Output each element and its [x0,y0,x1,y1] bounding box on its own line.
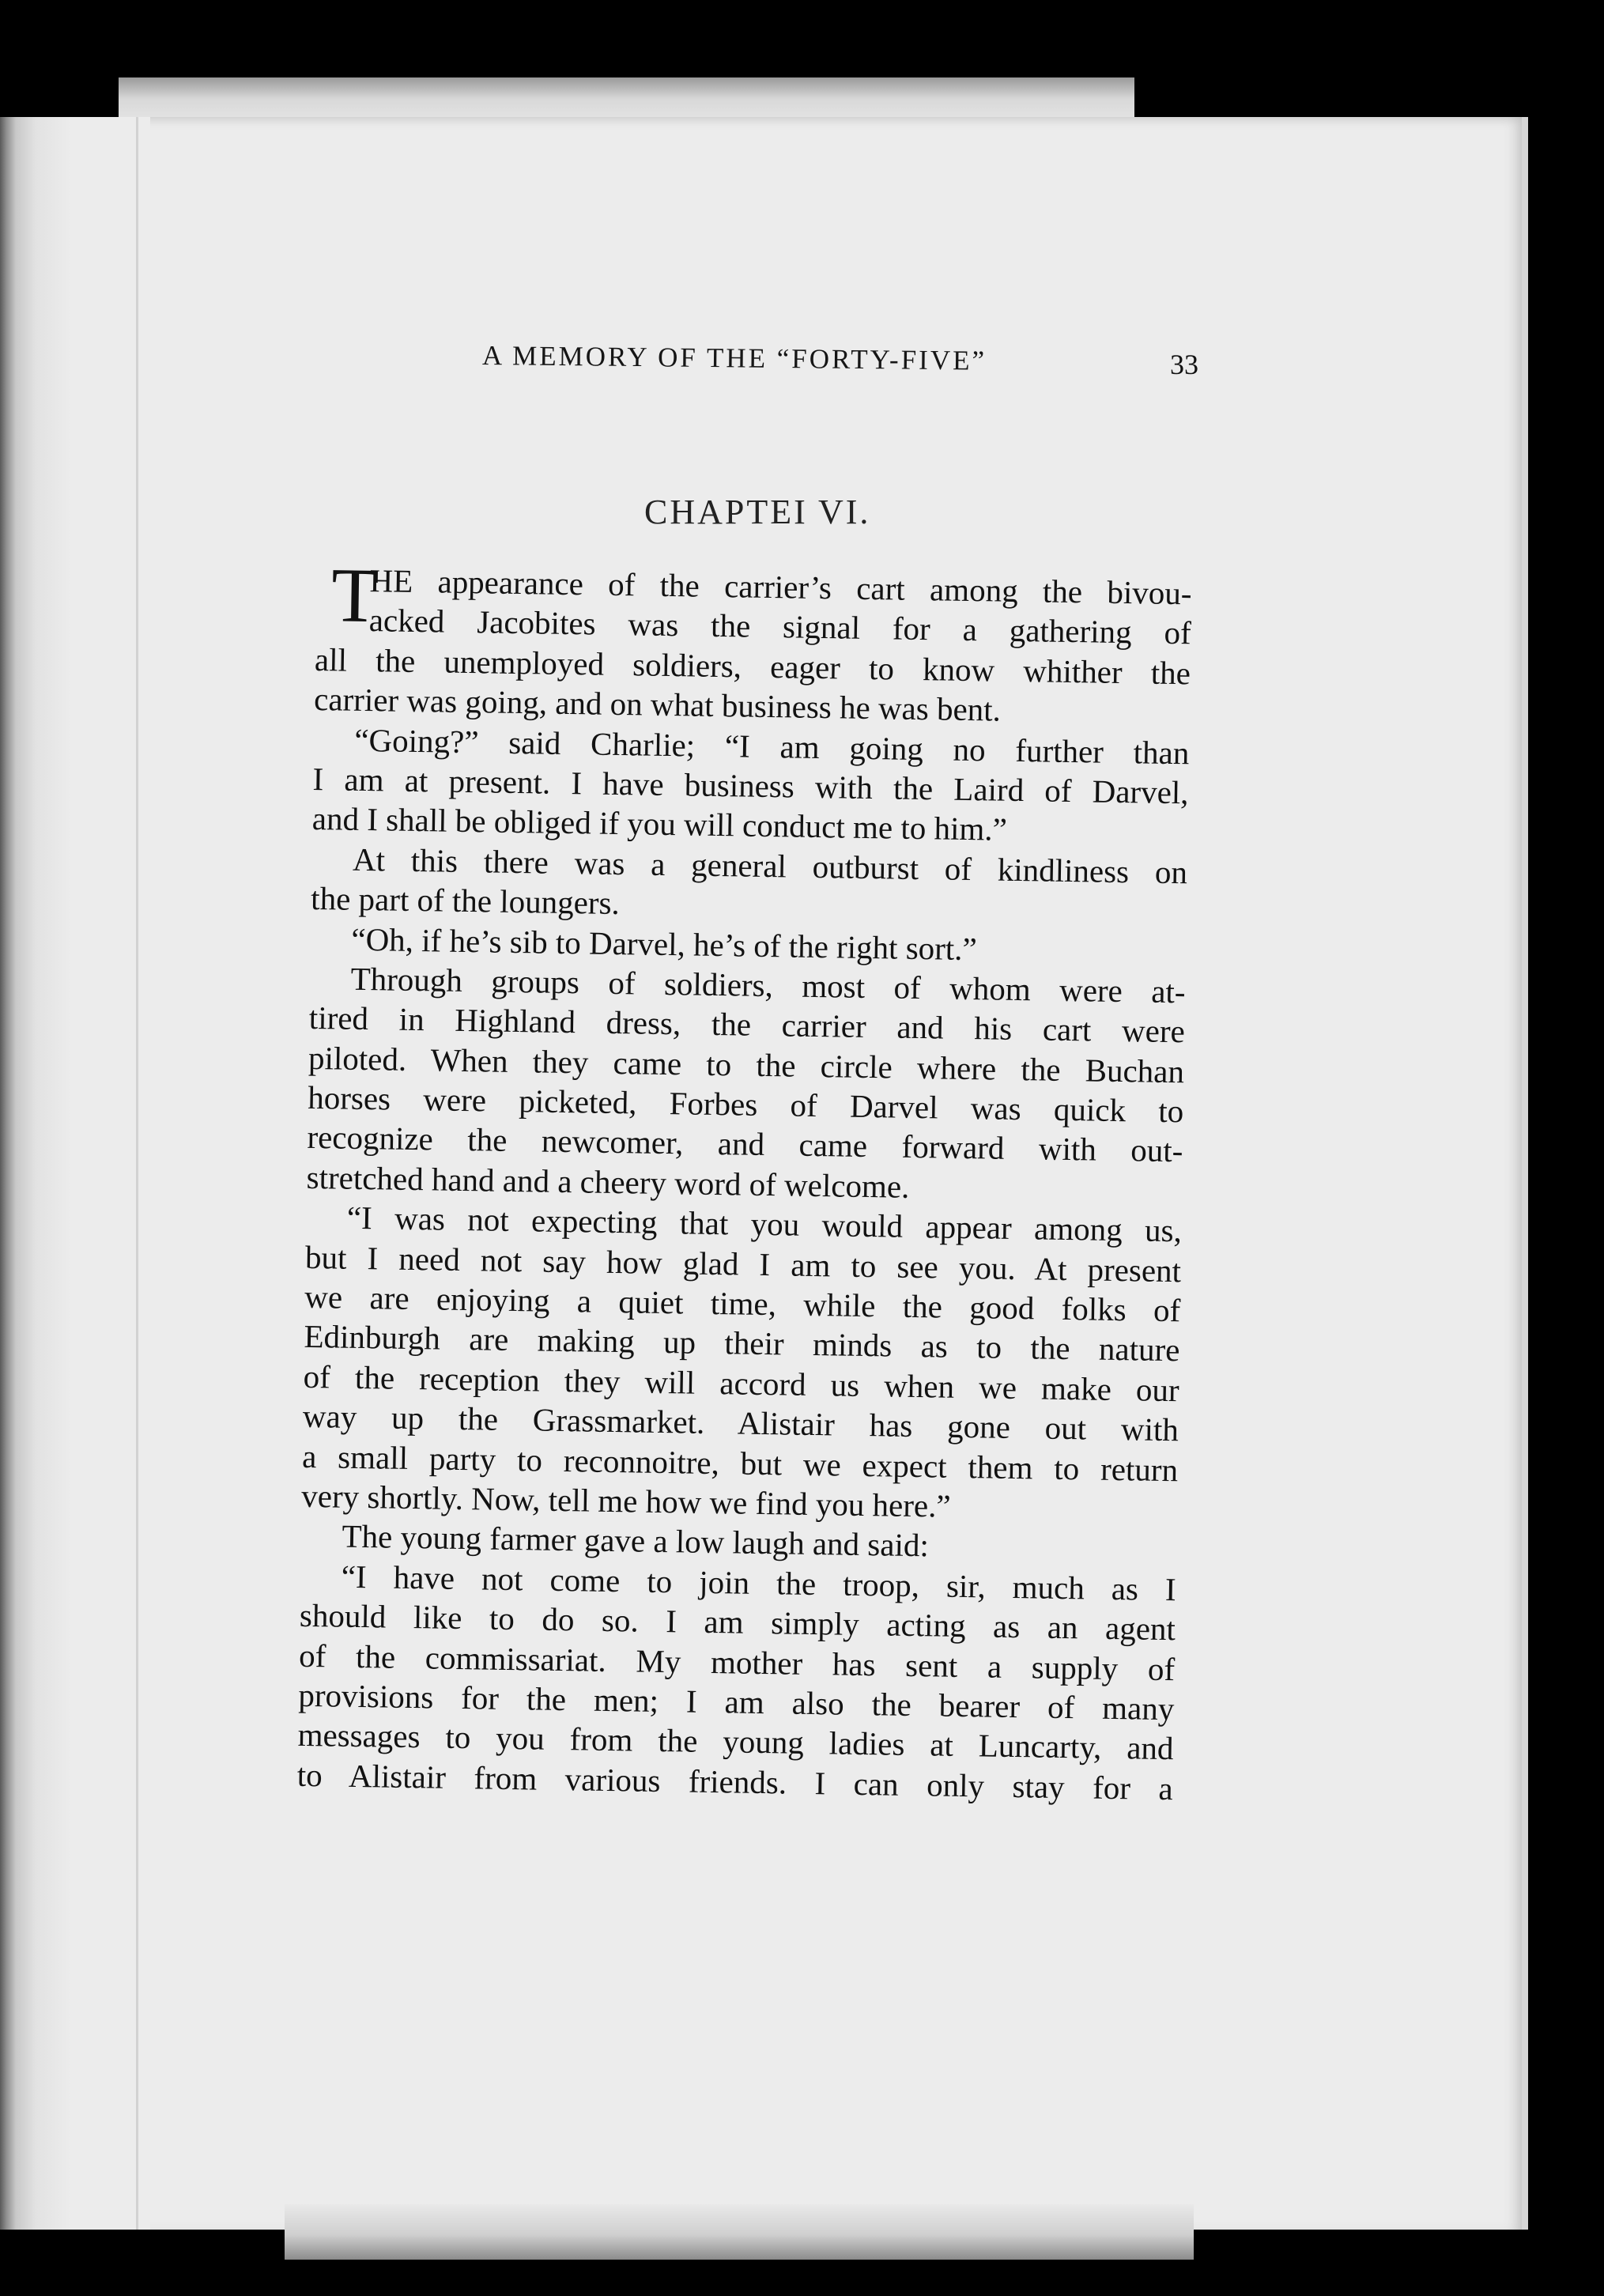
text-line: stretched hand and a cheery word of welcome. [306,1158,910,1205]
text-line: of the reception they will accord us when we make our [303,1358,1180,1409]
scan-edge-bottom [285,2204,1194,2260]
text-line: Through groups of soldiers, most of whom were at- [350,960,1186,1010]
text-line: messages to you from the young ladies at Luncarty, and [297,1716,1174,1767]
text-line: “Oh, if he’s sib to Darvel, he’s of the right sort.” [351,920,978,967]
text-line: all the unemployed soldiers, eager to know whither the [314,640,1191,692]
text-line: the part of the loungers. [310,880,621,922]
running-head: A MEMORY OF THE “FORTY-FIVE” [481,340,987,376]
text-line: tired in Highland dress, the carrier and his cart were [308,999,1186,1050]
text-line: At this there was a general outburst of kindliness on [352,840,1188,891]
text-line: should like to do so. I am simply acting as an agent [299,1596,1176,1648]
drop-cap: T [330,553,380,640]
text-line: I am at present. I have business with the Laird of Darvel, [312,760,1189,811]
text-line: we are enjoying a quiet time, while the good folks of [304,1278,1181,1329]
text-line: a small party to reconnoitre, but we expect them to return [301,1437,1179,1488]
text-line: carrier was going, and on what business he was bent. [313,681,1002,728]
text-line: provisions for the men; I am also the bearer of many [298,1676,1175,1728]
text-line: and I shall be obliged if you will conduct me to him.” [311,800,1008,848]
page-number: 33 [1170,349,1198,380]
chapter-title: CHAPTEI VI. [644,493,871,531]
text-line: HE appearance of the carrier’s cart among the bivou- [369,562,1192,612]
text-line: to Alistair from various friends. I can only stay for a [296,1756,1174,1807]
text-line: of the commissariat. My mother has sent a supply of [298,1637,1176,1687]
text-line: recognize the newcomer, and came forward with out- [307,1119,1183,1169]
body-text [296,553,1192,1808]
text-line: The young farmer gave a low laugh and said: [342,1518,930,1564]
text-line: “I have not come to join the troop, sir, much as I [341,1558,1177,1608]
text-line: piloted. When they came to the circle where the Buchan [308,1039,1185,1090]
text-line: acked Jacobites was the signal for a gathering of [368,602,1192,651]
text-line: but I need not say how glad I am to see you. At present [304,1238,1182,1289]
text-line: horses were picketed, Forbes of Darvel was quick to [307,1078,1184,1130]
binding-shadow [0,117,150,2230]
text-line: Edinburgh are making up their minds as to the nature [304,1318,1180,1369]
text-line: “Going?” said Charlie; “I am going no further than [354,721,1190,771]
text-line: very shortly. Now, tell me how we find you here.” [301,1477,951,1524]
text-line: “I was not expecting that you would appear among us, [346,1199,1183,1249]
text-line: way up the Grassmarket. Alistair has gone out with [302,1398,1179,1448]
binding-line [136,117,138,2230]
